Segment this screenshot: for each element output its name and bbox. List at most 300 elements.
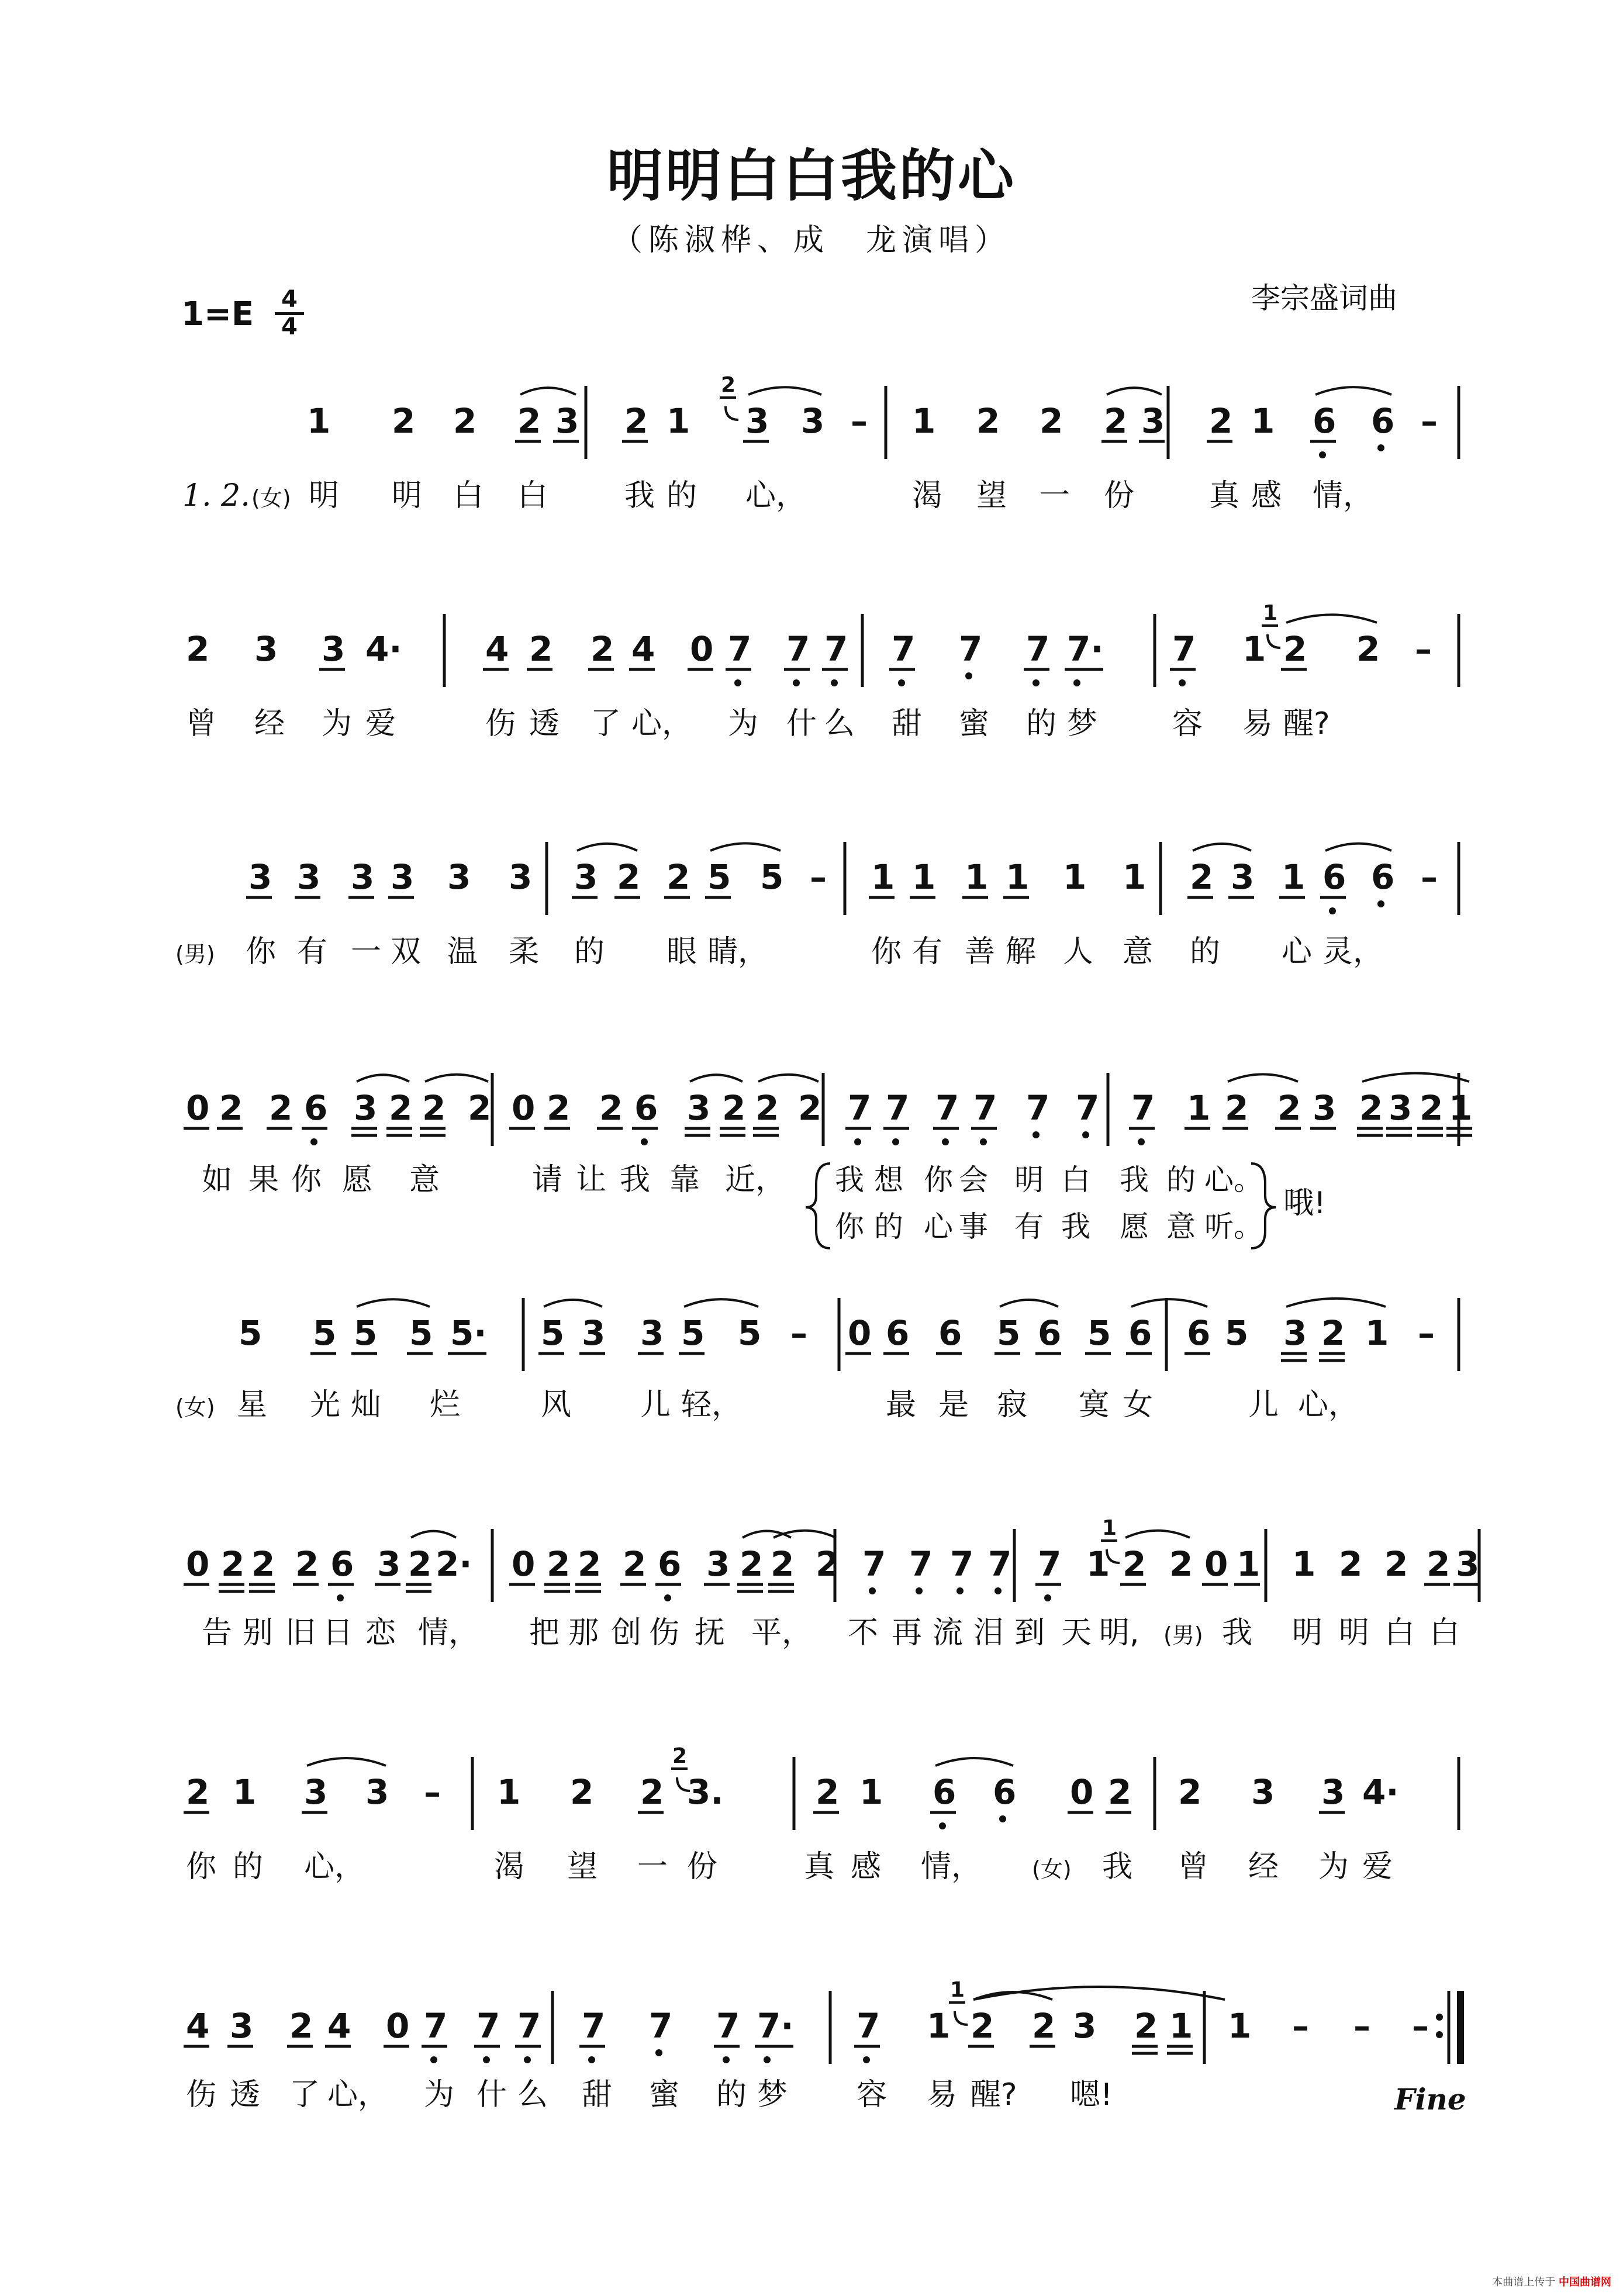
octave-dot bbox=[854, 1138, 861, 1145]
slur bbox=[748, 387, 821, 395]
lyric: 到 bbox=[1014, 1615, 1045, 1651]
lyric: 你 bbox=[246, 934, 277, 969]
lyric: 的 bbox=[233, 1849, 264, 1884]
slur bbox=[425, 1075, 488, 1082]
note: – bbox=[1412, 2006, 1429, 2046]
lyric: 是 bbox=[938, 1387, 969, 1423]
lyric: 蜜 bbox=[649, 2077, 680, 2112]
lyric: 儿 bbox=[1248, 1387, 1279, 1423]
note: 2 bbox=[453, 401, 477, 441]
lyric: 为 bbox=[322, 706, 353, 741]
lyric: 白 bbox=[1429, 1615, 1460, 1651]
lyric: 你 bbox=[186, 1849, 217, 1884]
lyric: 心， bbox=[304, 1849, 365, 1884]
note: 2 bbox=[1032, 2006, 1056, 2046]
note: 6 bbox=[933, 1772, 956, 1812]
lyric: 伤 bbox=[485, 706, 516, 741]
lyric: 明 bbox=[1292, 1615, 1323, 1651]
lyric: 梦 bbox=[1067, 706, 1098, 741]
lyric-alt: 事 bbox=[959, 1210, 988, 1244]
lyric: 易 bbox=[1242, 706, 1273, 741]
lyric: 透 bbox=[230, 2077, 261, 2112]
note: 3 bbox=[801, 401, 825, 441]
octave-dot bbox=[1179, 679, 1186, 686]
note: 7· bbox=[1067, 629, 1104, 669]
note: 7 bbox=[892, 629, 916, 669]
lyric: 感 bbox=[851, 1849, 882, 1884]
note: – bbox=[1415, 629, 1432, 669]
lyric: 醒? bbox=[1283, 706, 1330, 741]
lyric: 寞 bbox=[1079, 1387, 1110, 1423]
note: 2 bbox=[1427, 1544, 1451, 1584]
note: 7 bbox=[1026, 629, 1050, 669]
note: 2 bbox=[1359, 1088, 1383, 1128]
note: 2 bbox=[976, 401, 1000, 441]
note: 2 bbox=[1225, 1088, 1249, 1128]
lyric: 透 bbox=[529, 706, 560, 741]
lyric-alt: 我 bbox=[1120, 1163, 1149, 1197]
note: 6 bbox=[634, 1088, 658, 1128]
lyric: 女 bbox=[1123, 1387, 1154, 1423]
left-brace bbox=[806, 1163, 830, 1248]
note: 2 bbox=[1209, 401, 1233, 441]
note: 0 bbox=[186, 1544, 210, 1584]
lyric: 么 bbox=[517, 2077, 548, 2112]
note: 2 bbox=[295, 1544, 319, 1584]
lyric: 容 bbox=[1172, 706, 1203, 741]
slur bbox=[411, 1531, 456, 1538]
note: 7 bbox=[716, 2006, 740, 2046]
note: 5 bbox=[738, 1313, 762, 1353]
note: 4 bbox=[186, 2006, 210, 2046]
lyric: 恋 bbox=[365, 1615, 396, 1651]
lyric-alt: 的 bbox=[874, 1210, 903, 1244]
lyric: 心， bbox=[327, 2077, 389, 2112]
note: 3 bbox=[1141, 401, 1165, 441]
note: 0 bbox=[848, 1313, 872, 1353]
note: 3 bbox=[248, 857, 272, 897]
lyric-alt: 心 bbox=[924, 1210, 953, 1244]
time-signature-top: 4 bbox=[275, 288, 304, 315]
note: – bbox=[1353, 2006, 1370, 2046]
lyric: 份 bbox=[1104, 478, 1135, 513]
lyric-alt: 愿 bbox=[1120, 1210, 1149, 1244]
lyric: 真 bbox=[804, 1849, 835, 1884]
lyric: 明 bbox=[309, 478, 340, 513]
note: 1 bbox=[1063, 857, 1087, 897]
note: 2 bbox=[547, 1088, 571, 1128]
note: 2 bbox=[1134, 2006, 1158, 2046]
lyric: 意 bbox=[409, 1162, 440, 1197]
note: 7 bbox=[582, 2006, 606, 2046]
slur bbox=[307, 1758, 386, 1766]
note: 2 bbox=[798, 1088, 822, 1128]
note: 6 bbox=[1313, 401, 1337, 441]
lyric-alt: 心。 bbox=[1204, 1163, 1263, 1197]
note: 3 bbox=[574, 857, 598, 897]
lyric: 情， bbox=[418, 1615, 479, 1651]
slur bbox=[973, 1987, 1225, 2000]
note: 3 bbox=[1283, 1313, 1307, 1353]
slur bbox=[357, 1075, 409, 1082]
note: – bbox=[1418, 1313, 1435, 1353]
note: 0 bbox=[1204, 1544, 1228, 1584]
octave-dot bbox=[524, 2056, 531, 2063]
octave-dot bbox=[1032, 1131, 1040, 1138]
lyric: 天 bbox=[1061, 1615, 1092, 1651]
note: 2 bbox=[408, 1544, 432, 1584]
note: 1 bbox=[1242, 629, 1266, 669]
note: 7 bbox=[824, 629, 848, 669]
octave-dot bbox=[1329, 907, 1336, 914]
octave-dot bbox=[483, 2056, 490, 2063]
octave-dot bbox=[1319, 451, 1326, 458]
note: 1 bbox=[307, 401, 331, 441]
note: 2 bbox=[1104, 401, 1128, 441]
note: 7 bbox=[886, 1088, 910, 1128]
note: – bbox=[1421, 857, 1438, 897]
octave-dot bbox=[1138, 1138, 1145, 1145]
lyric: 愿 bbox=[342, 1162, 373, 1197]
lyric: 一 bbox=[351, 934, 382, 969]
note: 1 bbox=[927, 2006, 951, 2046]
slur bbox=[577, 844, 637, 851]
note: 3 bbox=[582, 1313, 606, 1353]
note: 2 bbox=[816, 1544, 840, 1584]
lyric: 为 bbox=[728, 706, 759, 741]
note: 2 bbox=[529, 629, 553, 669]
note: 3 bbox=[555, 401, 579, 441]
singer-tag: (女) bbox=[175, 1394, 215, 1420]
octave-dot bbox=[1032, 679, 1040, 686]
lyric: 请 bbox=[532, 1162, 563, 1197]
lyric-alt: 你 bbox=[924, 1163, 953, 1197]
note: 2 bbox=[1339, 1544, 1363, 1584]
lyric: 你 bbox=[291, 1162, 322, 1197]
lyric: 曾 bbox=[1178, 1849, 1209, 1884]
note: 0 bbox=[386, 2006, 410, 2046]
octave-dot bbox=[1073, 679, 1080, 686]
slur bbox=[520, 388, 576, 395]
note: 1 bbox=[871, 857, 895, 897]
slur bbox=[758, 1075, 819, 1082]
lyric: 抚 bbox=[695, 1615, 726, 1651]
note: 7 bbox=[728, 629, 752, 669]
note: – bbox=[851, 401, 868, 441]
lyric: 我 bbox=[620, 1162, 651, 1197]
slur bbox=[1131, 1299, 1207, 1307]
note: 3 bbox=[745, 401, 769, 441]
note: 5 bbox=[707, 857, 731, 897]
note: 5 bbox=[409, 1313, 433, 1353]
octave-dot bbox=[764, 2056, 771, 2063]
octave-dot bbox=[734, 679, 741, 686]
lyric: 的 bbox=[1026, 706, 1057, 741]
note: 1 bbox=[1251, 401, 1275, 441]
lyric: 不 bbox=[848, 1615, 879, 1651]
lyric: 白 bbox=[1384, 1615, 1415, 1651]
lyric: 灵， bbox=[1322, 934, 1384, 969]
note: 1 bbox=[1169, 2006, 1193, 2046]
note: 3 bbox=[509, 857, 533, 897]
lyric: 心， bbox=[1298, 1387, 1359, 1423]
octave-dot bbox=[1377, 900, 1384, 907]
note: 1 bbox=[1086, 1544, 1110, 1584]
lyric: 有 bbox=[297, 934, 328, 969]
lyric: 嗯! bbox=[1070, 2077, 1113, 2112]
octave-dot bbox=[1044, 1594, 1051, 1601]
lyric: 什 bbox=[476, 2077, 507, 2112]
lyric: 心 bbox=[1282, 934, 1313, 969]
lyric: 我 bbox=[1102, 1849, 1133, 1884]
note: 1 bbox=[667, 401, 690, 441]
note: 2 bbox=[1356, 629, 1380, 669]
lyric: 情， bbox=[1313, 478, 1374, 513]
note: 1 bbox=[1006, 857, 1030, 897]
lyric: 旧 bbox=[285, 1615, 316, 1651]
grace-hook bbox=[955, 2011, 968, 2025]
octave-dot bbox=[999, 1815, 1006, 1822]
slur bbox=[1000, 1300, 1058, 1307]
lyric: 一 bbox=[1040, 478, 1071, 513]
note: 4 bbox=[327, 2006, 351, 2046]
grace-note: 1 bbox=[1102, 1516, 1117, 1540]
note: 7 bbox=[1172, 629, 1196, 669]
octave-dot bbox=[916, 1587, 923, 1594]
lyric-alt: 你 bbox=[835, 1210, 864, 1244]
note: 1 bbox=[912, 857, 936, 897]
lyric: 渴 bbox=[494, 1849, 525, 1884]
grace-hook bbox=[1268, 634, 1280, 648]
note: 5 bbox=[1087, 1313, 1111, 1353]
note: 2 bbox=[468, 1088, 492, 1128]
note: 2 bbox=[722, 1088, 746, 1128]
note: 2 bbox=[1108, 1772, 1132, 1812]
lyric: 的 bbox=[1190, 934, 1221, 969]
note: 7 bbox=[959, 629, 983, 669]
grace-note: 1 bbox=[950, 1978, 965, 2002]
note: 2 bbox=[624, 401, 648, 441]
note: – bbox=[1421, 401, 1438, 441]
note: 7 bbox=[973, 1088, 997, 1128]
slur bbox=[1125, 1531, 1190, 1538]
lyric: 白 bbox=[517, 478, 548, 513]
lyric: 经 bbox=[254, 706, 285, 741]
note: 3 bbox=[1073, 2006, 1097, 2046]
note: 2 bbox=[1283, 629, 1307, 669]
note: 1 bbox=[912, 401, 936, 441]
note: 3 bbox=[1251, 1772, 1275, 1812]
note: 5 bbox=[354, 1313, 378, 1353]
note: 4· bbox=[365, 629, 402, 669]
note: 7 bbox=[935, 1088, 959, 1128]
lyric: 平， bbox=[751, 1615, 813, 1651]
lyric-alt: 我 bbox=[835, 1163, 864, 1197]
note: 0 bbox=[690, 629, 714, 669]
time-signature-bottom: 4 bbox=[281, 313, 298, 340]
note: 1 bbox=[1123, 857, 1147, 897]
note: 7 bbox=[786, 629, 810, 669]
slur bbox=[1362, 1073, 1469, 1082]
note: 2 bbox=[422, 1088, 446, 1128]
lyric: 心， bbox=[631, 706, 693, 741]
note: 2 bbox=[1190, 857, 1214, 897]
lyric: 醒? bbox=[971, 2077, 1017, 2112]
lyric: 爱 bbox=[1362, 1849, 1393, 1884]
lyric: 么 bbox=[824, 706, 855, 741]
lyric: 眼 bbox=[667, 934, 697, 969]
lyric: 为 bbox=[1318, 1849, 1349, 1884]
lyric: 真 bbox=[1209, 478, 1240, 513]
grace-note: 1 bbox=[1263, 601, 1278, 625]
lyric: 光 bbox=[310, 1387, 341, 1423]
lyric-alt: 想 bbox=[874, 1163, 903, 1197]
octave-dot bbox=[310, 1138, 317, 1145]
lyric: 人 bbox=[1063, 934, 1094, 969]
note: 6 bbox=[938, 1313, 962, 1353]
lyric: 我 bbox=[1222, 1615, 1253, 1651]
lyric: 的 bbox=[574, 934, 605, 969]
singer-tag: (女) bbox=[1032, 1856, 1072, 1882]
lyric: 再 bbox=[892, 1615, 923, 1651]
slur bbox=[1315, 387, 1391, 395]
note: 5 bbox=[1225, 1313, 1249, 1353]
octave-dot bbox=[942, 1138, 949, 1145]
note: 3 bbox=[1456, 1544, 1480, 1584]
note: 1 bbox=[1449, 1088, 1473, 1128]
repeat-dot bbox=[1436, 2031, 1443, 2038]
octave-dot bbox=[892, 1138, 899, 1145]
octave-dot bbox=[939, 1822, 946, 1829]
note: 2 bbox=[186, 629, 210, 669]
lyric: 让 bbox=[576, 1162, 607, 1197]
lyric: 睛， bbox=[707, 934, 769, 969]
note: 7 bbox=[909, 1544, 933, 1584]
note: 3 bbox=[1313, 1088, 1337, 1128]
lyric: 明 bbox=[392, 478, 423, 513]
note: 3 bbox=[297, 857, 321, 897]
note: 3 bbox=[354, 1088, 378, 1128]
lyric: 白 bbox=[453, 478, 484, 513]
lyric: 有 bbox=[912, 934, 943, 969]
lyric: 的 bbox=[716, 2077, 747, 2112]
octave-dot bbox=[956, 1587, 964, 1594]
verse-number: 1. 2. bbox=[182, 478, 250, 513]
lyric: 柔 bbox=[509, 934, 540, 969]
note: 6 bbox=[886, 1313, 910, 1353]
note: 3 bbox=[640, 1313, 664, 1353]
slur bbox=[1107, 388, 1162, 395]
note: 1 bbox=[1365, 1313, 1389, 1353]
note: 0 bbox=[512, 1088, 536, 1128]
lyric: 情， bbox=[921, 1849, 982, 1884]
lyric: 曾 bbox=[186, 706, 217, 741]
watermark-text: 本曲谱上传于 bbox=[1492, 2276, 1556, 2288]
note: 7 bbox=[988, 1544, 1012, 1584]
note: 2 bbox=[219, 1088, 243, 1128]
lyric: 灿 bbox=[351, 1387, 382, 1423]
slur bbox=[773, 1531, 836, 1538]
lyric: 告 bbox=[202, 1615, 233, 1651]
lyric-alt: 的 bbox=[1166, 1163, 1196, 1197]
octave-dot bbox=[641, 1138, 648, 1145]
note: 3 bbox=[706, 1544, 730, 1584]
lyric: 轻， bbox=[681, 1387, 743, 1423]
note: 0 bbox=[1070, 1772, 1094, 1812]
note: 2 bbox=[599, 1088, 623, 1128]
lyric: 梦 bbox=[757, 2077, 788, 2112]
note: 3 bbox=[391, 857, 415, 897]
note: 2 bbox=[1384, 1544, 1408, 1584]
lyric-alt: 听。 bbox=[1204, 1210, 1263, 1244]
note: 2 bbox=[1169, 1544, 1193, 1584]
note: 2 bbox=[771, 1544, 795, 1584]
lyric: 创 bbox=[611, 1615, 642, 1651]
note: 3 bbox=[304, 1772, 328, 1812]
octave-dot bbox=[723, 2056, 730, 2063]
lyric: 烂 bbox=[430, 1387, 461, 1423]
note: 6 bbox=[1038, 1313, 1062, 1353]
note: 7 bbox=[649, 2006, 673, 2046]
note: 3 bbox=[365, 1772, 389, 1812]
note: 5 bbox=[997, 1313, 1021, 1353]
composer-credit: 李宗盛词曲 bbox=[1251, 281, 1397, 315]
slur bbox=[710, 843, 781, 851]
lyric-alt: 会 bbox=[959, 1163, 988, 1197]
lyric: 靠 bbox=[669, 1162, 700, 1197]
lyric: 明 bbox=[1339, 1615, 1370, 1651]
octave-dot bbox=[994, 1587, 1002, 1594]
lyric: 甜 bbox=[892, 706, 923, 741]
slur bbox=[357, 1299, 430, 1307]
octave-dot bbox=[1377, 444, 1384, 451]
note: 5 bbox=[681, 1313, 705, 1353]
slur bbox=[1228, 1074, 1298, 1082]
note: 2 bbox=[547, 1544, 571, 1584]
note: 3 bbox=[230, 2006, 254, 2046]
note: 2 bbox=[740, 1544, 764, 1584]
lyric: 了 bbox=[289, 2077, 320, 2112]
note: 3 bbox=[1321, 1772, 1345, 1812]
note: 2 bbox=[1321, 1313, 1345, 1353]
lyric: 泪 bbox=[973, 1615, 1004, 1651]
note: 3 bbox=[447, 857, 471, 897]
note: 2 bbox=[269, 1088, 293, 1128]
note: 6 bbox=[1128, 1313, 1152, 1353]
note: 2 bbox=[617, 857, 641, 897]
note: 6 bbox=[1371, 401, 1395, 441]
lyric: 伤 bbox=[649, 1615, 680, 1651]
lyric: 流 bbox=[933, 1615, 964, 1651]
lyric: 经 bbox=[1248, 1849, 1279, 1884]
note: 1 bbox=[965, 857, 989, 897]
note: 4 bbox=[631, 629, 655, 669]
slur bbox=[1325, 844, 1391, 851]
slur bbox=[544, 1300, 602, 1307]
note: 2 bbox=[251, 1544, 275, 1584]
note: 3. bbox=[687, 1772, 724, 1812]
lyric-alt: 意 bbox=[1166, 1210, 1196, 1244]
watermark-brand: 中国曲谱网 bbox=[1559, 2276, 1611, 2288]
lyric: 什 bbox=[786, 706, 817, 741]
lyric: 儿 bbox=[640, 1387, 671, 1423]
note: 5 bbox=[541, 1313, 565, 1353]
octave-dot bbox=[863, 2056, 870, 2063]
grace-note: 2 bbox=[721, 373, 736, 397]
lyric: 为 bbox=[424, 2077, 455, 2112]
slur bbox=[684, 1299, 758, 1307]
lyric-alt: 有 bbox=[1014, 1210, 1044, 1244]
